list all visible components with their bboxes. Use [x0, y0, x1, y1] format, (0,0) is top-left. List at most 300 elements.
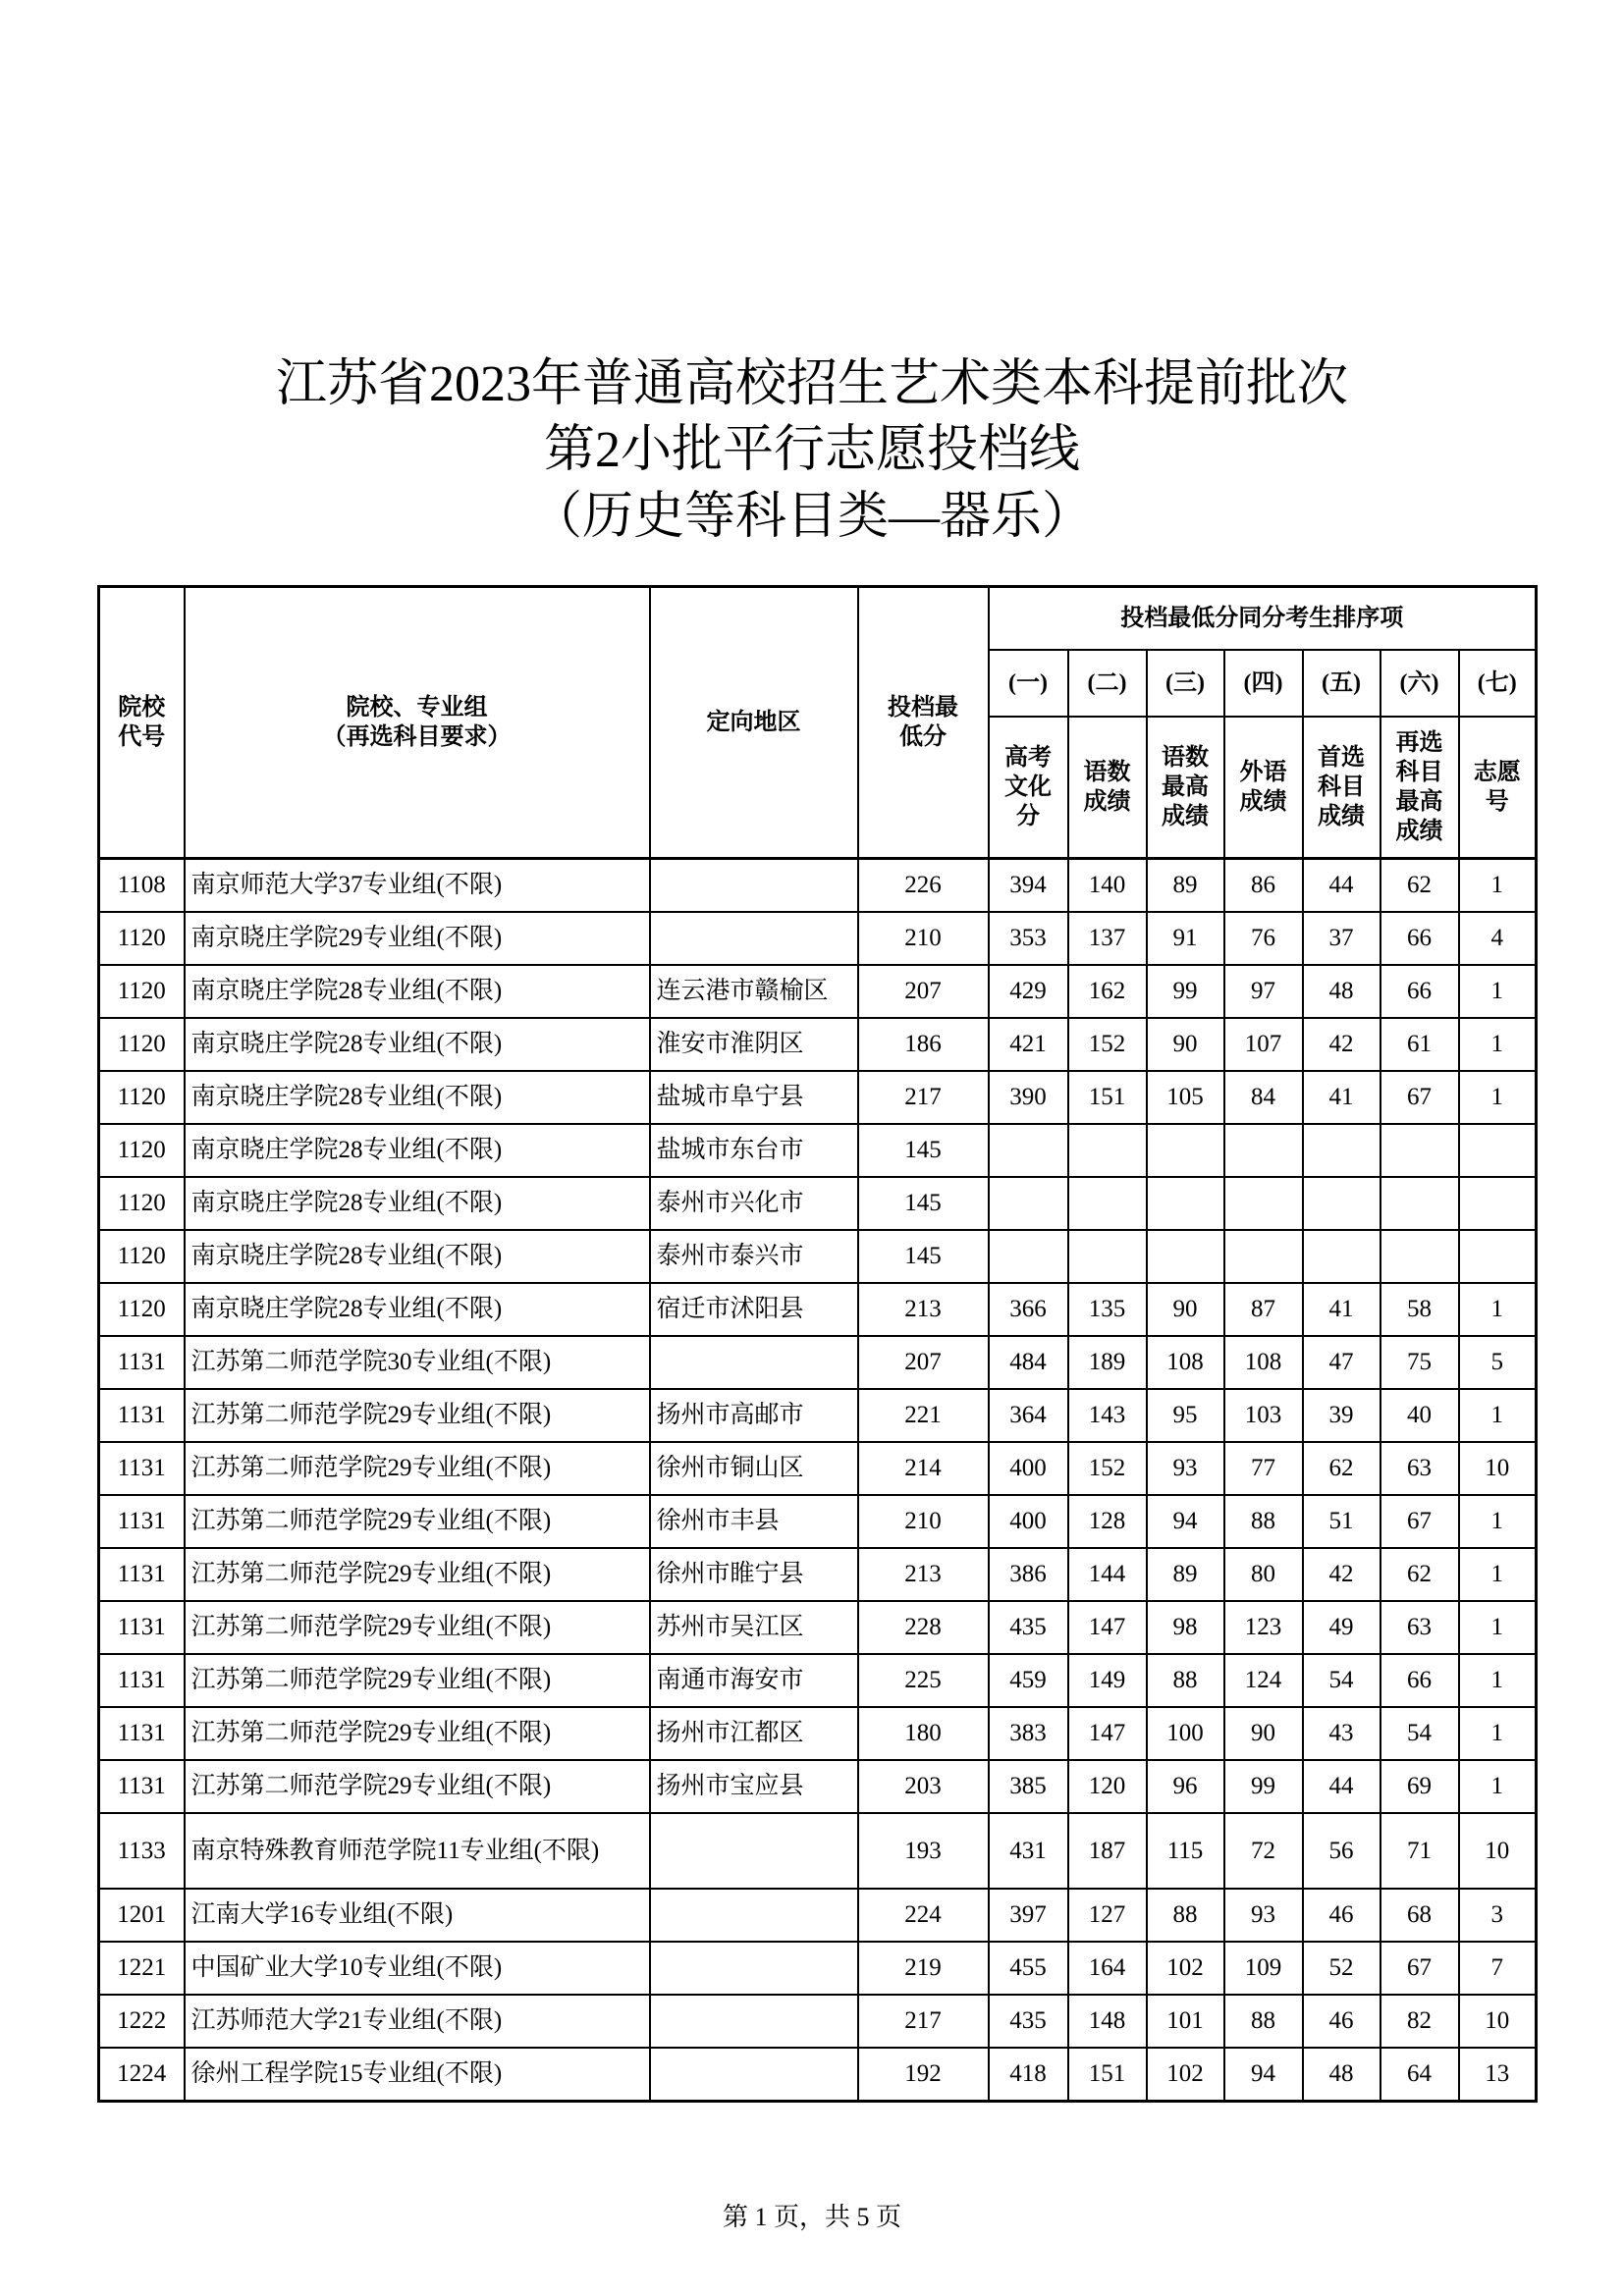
tiebreak-cell: 151: [1068, 1071, 1147, 1124]
tiebreak-cell: [1303, 1177, 1380, 1230]
min-score-cell: 203: [858, 1760, 989, 1813]
school-group-cell: 南京晓庄学院28专业组(不限): [185, 1283, 650, 1336]
min-score-cell: 226: [858, 859, 989, 913]
tiebreak-cell: 64: [1380, 2048, 1459, 2102]
table-row: [99, 1995, 1537, 2048]
table-row: [99, 1942, 1537, 1995]
min-score-cell: 219: [858, 1942, 989, 1995]
tiebreak-cell: 187: [1068, 1813, 1147, 1889]
tiebreak-cell: 103: [1224, 1389, 1303, 1442]
tiebreak-cell: 386: [989, 1548, 1068, 1601]
table-row: [99, 1071, 1537, 1124]
tiebreak-cell: 10: [1459, 1442, 1537, 1495]
tiebreak-cell: 41: [1303, 1283, 1380, 1336]
tiebreak-cell: [1380, 1124, 1459, 1177]
table-row: [99, 1889, 1537, 1942]
tiebreak-cell: 86: [1224, 859, 1303, 913]
tiebreak-cell: 75: [1380, 1336, 1459, 1389]
tiebreak-cell: 152: [1068, 1018, 1147, 1071]
region-cell: [650, 1889, 858, 1942]
header-tiebreak-label: 语数最高成绩: [1147, 717, 1224, 859]
tiebreak-cell: [1224, 1124, 1303, 1177]
school-code-cell: 1131: [99, 1336, 185, 1389]
school-code-cell: 1131: [99, 1601, 185, 1654]
min-score-cell: 217: [858, 1995, 989, 2048]
tiebreak-cell: 109: [1224, 1942, 1303, 1995]
table-row: [99, 965, 1537, 1018]
tiebreak-cell: 1: [1459, 1760, 1537, 1813]
region-cell: 泰州市泰兴市: [650, 1230, 858, 1283]
school-group-cell: 江苏第二师范学院29专业组(不限): [185, 1495, 650, 1548]
school-code-cell: 1131: [99, 1707, 185, 1760]
min-score-cell: 210: [858, 912, 989, 965]
region-cell: 扬州市宝应县: [650, 1760, 858, 1813]
region-cell: [650, 912, 858, 965]
school-group-cell: 江苏第二师范学院29专业组(不限): [185, 1442, 650, 1495]
school-group-cell: 徐州工程学院15专业组(不限): [185, 2048, 650, 2102]
tiebreak-cell: [1068, 1230, 1147, 1283]
tiebreak-cell: 1: [1459, 1548, 1537, 1601]
tiebreak-cell: 40: [1380, 1389, 1459, 1442]
tiebreak-cell: 42: [1303, 1018, 1380, 1071]
tiebreak-cell: 385: [989, 1760, 1068, 1813]
min-score-cell: 193: [858, 1813, 989, 1889]
tiebreak-cell: [1147, 1177, 1224, 1230]
tiebreak-cell: 94: [1224, 2048, 1303, 2102]
tiebreak-cell: [1380, 1230, 1459, 1283]
school-group-cell: 南京晓庄学院29专业组(不限): [185, 912, 650, 965]
header-school-group: 院校、专业组 （再选科目要求）: [185, 587, 650, 859]
tiebreak-cell: 100: [1147, 1707, 1224, 1760]
tiebreak-cell: [1224, 1177, 1303, 1230]
tiebreak-cell: 143: [1068, 1389, 1147, 1442]
school-code-cell: 1131: [99, 1442, 185, 1495]
tiebreak-cell: 62: [1380, 859, 1459, 913]
region-cell: 盐城市阜宁县: [650, 1071, 858, 1124]
tiebreak-cell: 39: [1303, 1389, 1380, 1442]
tiebreak-cell: 89: [1147, 1548, 1224, 1601]
table-row: [99, 1124, 1537, 1177]
tiebreak-cell: 459: [989, 1654, 1068, 1707]
school-code-cell: 1131: [99, 1495, 185, 1548]
tiebreak-cell: 152: [1068, 1442, 1147, 1495]
tiebreak-cell: 353: [989, 912, 1068, 965]
region-cell: 徐州市铜山区: [650, 1442, 858, 1495]
tiebreak-cell: 93: [1147, 1442, 1224, 1495]
tiebreak-cell: 67: [1380, 1495, 1459, 1548]
table-row: [99, 912, 1537, 965]
tiebreak-cell: 147: [1068, 1707, 1147, 1760]
tiebreak-cell: 51: [1303, 1495, 1380, 1548]
school-code-cell: 1120: [99, 965, 185, 1018]
school-group-cell: 中国矿业大学10专业组(不限): [185, 1942, 650, 1995]
tiebreak-cell: 435: [989, 1995, 1068, 2048]
tiebreak-cell: 76: [1224, 912, 1303, 965]
tiebreak-cell: 151: [1068, 2048, 1147, 2102]
school-group-cell: 江苏第二师范学院29专业组(不限): [185, 1548, 650, 1601]
tiebreak-cell: 102: [1147, 1942, 1224, 1995]
tiebreak-cell: 123: [1224, 1601, 1303, 1654]
min-score-cell: 145: [858, 1177, 989, 1230]
school-code-cell: 1120: [99, 912, 185, 965]
region-cell: [650, 1995, 858, 2048]
admission-score-table: [97, 585, 1538, 2103]
region-cell: 宿迁市沭阳县: [650, 1283, 858, 1336]
min-score-cell: 207: [858, 965, 989, 1018]
tiebreak-cell: 144: [1068, 1548, 1147, 1601]
tiebreak-cell: 46: [1303, 1995, 1380, 2048]
tiebreak-cell: 128: [1068, 1495, 1147, 1548]
tiebreak-cell: 67: [1380, 1942, 1459, 1995]
region-cell: 连云港市赣榆区: [650, 965, 858, 1018]
tiebreak-cell: 162: [1068, 965, 1147, 1018]
school-code-cell: 1221: [99, 1942, 185, 1995]
tiebreak-cell: 1: [1459, 1495, 1537, 1548]
school-code-cell: 1131: [99, 1548, 185, 1601]
min-score-cell: 224: [858, 1889, 989, 1942]
school-group-cell: 南京晓庄学院28专业组(不限): [185, 965, 650, 1018]
tiebreak-cell: 164: [1068, 1942, 1147, 1995]
region-cell: [650, 2048, 858, 2102]
region-cell: 泰州市兴化市: [650, 1177, 858, 1230]
tiebreak-cell: 62: [1380, 1548, 1459, 1601]
header-tiebreak-group: 投档最低分同分考生排序项: [989, 587, 1537, 651]
tiebreak-cell: 149: [1068, 1654, 1147, 1707]
table-row: [99, 1813, 1537, 1889]
tiebreak-cell: [1147, 1230, 1224, 1283]
tiebreak-cell: 1: [1459, 1389, 1537, 1442]
header-tiebreak-label: 志愿号: [1459, 717, 1537, 859]
tiebreak-cell: [1068, 1124, 1147, 1177]
tiebreak-cell: 44: [1303, 1760, 1380, 1813]
region-cell: 徐州市睢宁县: [650, 1548, 858, 1601]
table-row: [99, 2048, 1537, 2102]
tiebreak-cell: 96: [1147, 1760, 1224, 1813]
tiebreak-cell: 93: [1224, 1889, 1303, 1942]
tiebreak-cell: 10: [1459, 1995, 1537, 2048]
tiebreak-cell: 3: [1459, 1889, 1537, 1942]
school-group-cell: 江苏第二师范学院30专业组(不限): [185, 1336, 650, 1389]
tiebreak-cell: 48: [1303, 2048, 1380, 2102]
min-score-cell: 213: [858, 1283, 989, 1336]
tiebreak-cell: 1: [1459, 859, 1537, 913]
tiebreak-cell: [989, 1230, 1068, 1283]
region-cell: 扬州市江都区: [650, 1707, 858, 1760]
tiebreak-cell: 54: [1303, 1654, 1380, 1707]
table-row: [99, 1495, 1537, 1548]
tiebreak-cell: 95: [1147, 1389, 1224, 1442]
header-tiebreak-number: (二): [1068, 650, 1147, 717]
tiebreak-cell: 82: [1380, 1995, 1459, 2048]
tiebreak-cell: 390: [989, 1071, 1068, 1124]
table-row: [99, 1283, 1537, 1336]
school-group-cell: 江苏第二师范学院29专业组(不限): [185, 1654, 650, 1707]
school-code-cell: 1222: [99, 1995, 185, 2048]
school-group-cell: 南京特殊教育师范学院11专业组(不限): [185, 1813, 650, 1889]
tiebreak-cell: 68: [1380, 1889, 1459, 1942]
min-score-cell: 228: [858, 1601, 989, 1654]
school-code-cell: 1120: [99, 1071, 185, 1124]
region-cell: 盐城市东台市: [650, 1124, 858, 1177]
tiebreak-cell: 37: [1303, 912, 1380, 965]
tiebreak-cell: 41: [1303, 1071, 1380, 1124]
school-code-cell: 1120: [99, 1230, 185, 1283]
school-code-cell: 1133: [99, 1813, 185, 1889]
tiebreak-cell: 1: [1459, 1071, 1537, 1124]
tiebreak-cell: 49: [1303, 1601, 1380, 1654]
tiebreak-cell: [1303, 1230, 1380, 1283]
school-code-cell: 1201: [99, 1889, 185, 1942]
tiebreak-cell: 99: [1147, 965, 1224, 1018]
school-group-cell: 江苏第二师范学院29专业组(不限): [185, 1601, 650, 1654]
tiebreak-cell: 80: [1224, 1548, 1303, 1601]
tiebreak-cell: 120: [1068, 1760, 1147, 1813]
tiebreak-cell: 435: [989, 1601, 1068, 1654]
document-title-line-2: 第2小批平行志愿投档线: [543, 422, 1080, 478]
tiebreak-cell: 400: [989, 1495, 1068, 1548]
tiebreak-cell: 383: [989, 1707, 1068, 1760]
school-group-cell: 江苏师范大学21专业组(不限): [185, 1995, 650, 2048]
school-group-cell: 江苏第二师范学院29专业组(不限): [185, 1707, 650, 1760]
tiebreak-cell: 137: [1068, 912, 1147, 965]
table-row: [99, 859, 1537, 913]
tiebreak-cell: 102: [1147, 2048, 1224, 2102]
school-code-cell: 1120: [99, 1124, 185, 1177]
tiebreak-cell: 97: [1224, 965, 1303, 1018]
region-cell: 扬州市高邮市: [650, 1389, 858, 1442]
tiebreak-cell: 484: [989, 1336, 1068, 1389]
min-score-cell: 221: [858, 1389, 989, 1442]
tiebreak-cell: 1: [1459, 1707, 1537, 1760]
table-row: [99, 1548, 1537, 1601]
tiebreak-cell: [1459, 1177, 1537, 1230]
tiebreak-cell: 4: [1459, 912, 1537, 965]
min-score-cell: 145: [858, 1230, 989, 1283]
tiebreak-cell: 107: [1224, 1018, 1303, 1071]
tiebreak-cell: 66: [1380, 912, 1459, 965]
tiebreak-cell: 47: [1303, 1336, 1380, 1389]
header-tiebreak-label: 首选科目成绩: [1303, 717, 1380, 859]
region-cell: 南通市海安市: [650, 1654, 858, 1707]
tiebreak-cell: 108: [1224, 1336, 1303, 1389]
tiebreak-cell: 431: [989, 1813, 1068, 1889]
tiebreak-cell: 62: [1303, 1442, 1380, 1495]
tiebreak-cell: 63: [1380, 1601, 1459, 1654]
tiebreak-cell: 7: [1459, 1942, 1537, 1995]
tiebreak-cell: 90: [1147, 1018, 1224, 1071]
tiebreak-cell: 58: [1380, 1283, 1459, 1336]
tiebreak-cell: 1: [1459, 1654, 1537, 1707]
header-region: 定向地区: [650, 587, 858, 859]
tiebreak-cell: 364: [989, 1389, 1068, 1442]
tiebreak-cell: 418: [989, 2048, 1068, 2102]
tiebreak-cell: [1380, 1177, 1459, 1230]
tiebreak-cell: 98: [1147, 1601, 1224, 1654]
table-row: [99, 1177, 1537, 1230]
region-cell: 徐州市丰县: [650, 1495, 858, 1548]
tiebreak-cell: 88: [1147, 1889, 1224, 1942]
tiebreak-cell: 394: [989, 859, 1068, 913]
school-group-cell: 南京师范大学37专业组(不限): [185, 859, 650, 913]
min-score-cell: 186: [858, 1018, 989, 1071]
header-tiebreak-label: 外语成绩: [1224, 717, 1303, 859]
min-score-cell: 210: [858, 1495, 989, 1548]
tiebreak-cell: [1459, 1230, 1537, 1283]
header-tiebreak-number: (五): [1303, 650, 1380, 717]
tiebreak-cell: 189: [1068, 1336, 1147, 1389]
tiebreak-cell: 56: [1303, 1813, 1380, 1889]
min-score-cell: 213: [858, 1548, 989, 1601]
header-school-code: 院校代号: [99, 587, 185, 859]
header-tiebreak-label: 再选科目最高成绩: [1380, 717, 1459, 859]
tiebreak-cell: 88: [1224, 1495, 1303, 1548]
table-row: [99, 1654, 1537, 1707]
tiebreak-cell: 48: [1303, 965, 1380, 1018]
tiebreak-cell: 54: [1380, 1707, 1459, 1760]
school-code-cell: 1120: [99, 1018, 185, 1071]
tiebreak-cell: 13: [1459, 2048, 1537, 2102]
school-code-cell: 1131: [99, 1654, 185, 1707]
min-score-cell: 192: [858, 2048, 989, 2102]
region-cell: [650, 1942, 858, 1995]
tiebreak-cell: 88: [1224, 1995, 1303, 2048]
tiebreak-cell: [1147, 1124, 1224, 1177]
school-group-cell: 南京晓庄学院28专业组(不限): [185, 1018, 650, 1071]
tiebreak-cell: [1459, 1124, 1537, 1177]
tiebreak-cell: 61: [1380, 1018, 1459, 1071]
min-score-cell: 225: [858, 1654, 989, 1707]
school-group-cell: 南京晓庄学院28专业组(不限): [185, 1230, 650, 1283]
school-group-cell: 江南大学16专业组(不限): [185, 1889, 650, 1942]
tiebreak-cell: 87: [1224, 1283, 1303, 1336]
school-group-cell: 江苏第二师范学院29专业组(不限): [185, 1389, 650, 1442]
school-code-cell: 1131: [99, 1389, 185, 1442]
tiebreak-cell: 1: [1459, 1018, 1537, 1071]
page-footer: 第 1 页，共 5 页: [722, 2203, 901, 2231]
tiebreak-cell: 108: [1147, 1336, 1224, 1389]
tiebreak-cell: [1224, 1230, 1303, 1283]
school-group-cell: 南京晓庄学院28专业组(不限): [185, 1177, 650, 1230]
tiebreak-cell: 71: [1380, 1813, 1459, 1889]
tiebreak-cell: [1068, 1177, 1147, 1230]
tiebreak-cell: 46: [1303, 1889, 1380, 1942]
tiebreak-cell: 400: [989, 1442, 1068, 1495]
min-score-cell: 207: [858, 1336, 989, 1389]
table-row: [99, 1760, 1537, 1813]
header-tiebreak-label: 高考文化分: [989, 717, 1068, 859]
tiebreak-cell: 69: [1380, 1760, 1459, 1813]
school-code-cell: 1131: [99, 1760, 185, 1813]
school-group-cell: 江苏第二师范学院29专业组(不限): [185, 1760, 650, 1813]
table-row: [99, 1336, 1537, 1389]
header-tiebreak-number: (四): [1224, 650, 1303, 717]
region-cell: [650, 1813, 858, 1889]
tiebreak-cell: 52: [1303, 1942, 1380, 1995]
school-group-cell: 南京晓庄学院28专业组(不限): [185, 1124, 650, 1177]
min-score-cell: 180: [858, 1707, 989, 1760]
min-score-cell: 214: [858, 1442, 989, 1495]
region-cell: [650, 1336, 858, 1389]
tiebreak-cell: 115: [1147, 1813, 1224, 1889]
tiebreak-cell: 89: [1147, 859, 1224, 913]
header-tiebreak-number: (七): [1459, 650, 1537, 717]
table-row: [99, 1018, 1537, 1071]
tiebreak-cell: 5: [1459, 1336, 1537, 1389]
tiebreak-cell: [989, 1124, 1068, 1177]
tiebreak-cell: 77: [1224, 1442, 1303, 1495]
tiebreak-cell: 91: [1147, 912, 1224, 965]
min-score-cell: 145: [858, 1124, 989, 1177]
table-row: [99, 1707, 1537, 1760]
table-row: [99, 1389, 1537, 1442]
min-score-cell: 217: [858, 1071, 989, 1124]
tiebreak-cell: 90: [1147, 1283, 1224, 1336]
tiebreak-cell: 148: [1068, 1995, 1147, 2048]
tiebreak-cell: 147: [1068, 1601, 1147, 1654]
tiebreak-cell: 88: [1147, 1654, 1224, 1707]
tiebreak-cell: 42: [1303, 1548, 1380, 1601]
tiebreak-cell: 94: [1147, 1495, 1224, 1548]
header-tiebreak-number: (一): [989, 650, 1068, 717]
document-title-line-3: （历史等科目类—器乐）: [530, 489, 1093, 545]
tiebreak-cell: 397: [989, 1889, 1068, 1942]
school-group-cell: 南京晓庄学院28专业组(不限): [185, 1071, 650, 1124]
tiebreak-cell: 421: [989, 1018, 1068, 1071]
tiebreak-cell: 101: [1147, 1995, 1224, 2048]
header-min-score: 投档最低分: [858, 587, 989, 859]
tiebreak-cell: 90: [1224, 1707, 1303, 1760]
table-row: [99, 1442, 1537, 1495]
tiebreak-cell: 105: [1147, 1071, 1224, 1124]
tiebreak-cell: 366: [989, 1283, 1068, 1336]
document-title-line-1: 江苏省2023年普通高校招生艺术类本科提前批次: [275, 356, 1348, 412]
tiebreak-cell: 72: [1224, 1813, 1303, 1889]
tiebreak-cell: [1303, 1124, 1380, 1177]
school-code-cell: 1120: [99, 1283, 185, 1336]
tiebreak-cell: 44: [1303, 859, 1380, 913]
header-tiebreak-label: 语数成绩: [1068, 717, 1147, 859]
tiebreak-cell: 43: [1303, 1707, 1380, 1760]
tiebreak-cell: 63: [1380, 1442, 1459, 1495]
tiebreak-cell: 124: [1224, 1654, 1303, 1707]
region-cell: [650, 859, 858, 913]
tiebreak-cell: 455: [989, 1942, 1068, 1995]
tiebreak-cell: 135: [1068, 1283, 1147, 1336]
school-code-cell: 1120: [99, 1177, 185, 1230]
table-row: [99, 1230, 1537, 1283]
tiebreak-cell: 99: [1224, 1760, 1303, 1813]
region-cell: 苏州市吴江区: [650, 1601, 858, 1654]
tiebreak-cell: 1: [1459, 965, 1537, 1018]
header-tiebreak-number: (六): [1380, 650, 1459, 717]
tiebreak-cell: 1: [1459, 1601, 1537, 1654]
school-code-cell: 1224: [99, 2048, 185, 2102]
tiebreak-cell: 84: [1224, 1071, 1303, 1124]
tiebreak-cell: 67: [1380, 1071, 1459, 1124]
tiebreak-cell: 127: [1068, 1889, 1147, 1942]
tiebreak-cell: 140: [1068, 859, 1147, 913]
header-tiebreak-number: (三): [1147, 650, 1224, 717]
table-row: [99, 1601, 1537, 1654]
tiebreak-cell: 66: [1380, 965, 1459, 1018]
school-code-cell: 1108: [99, 859, 185, 913]
tiebreak-cell: 429: [989, 965, 1068, 1018]
region-cell: 淮安市淮阴区: [650, 1018, 858, 1071]
tiebreak-cell: [989, 1177, 1068, 1230]
tiebreak-cell: 1: [1459, 1283, 1537, 1336]
tiebreak-cell: 10: [1459, 1813, 1537, 1889]
tiebreak-cell: 66: [1380, 1654, 1459, 1707]
